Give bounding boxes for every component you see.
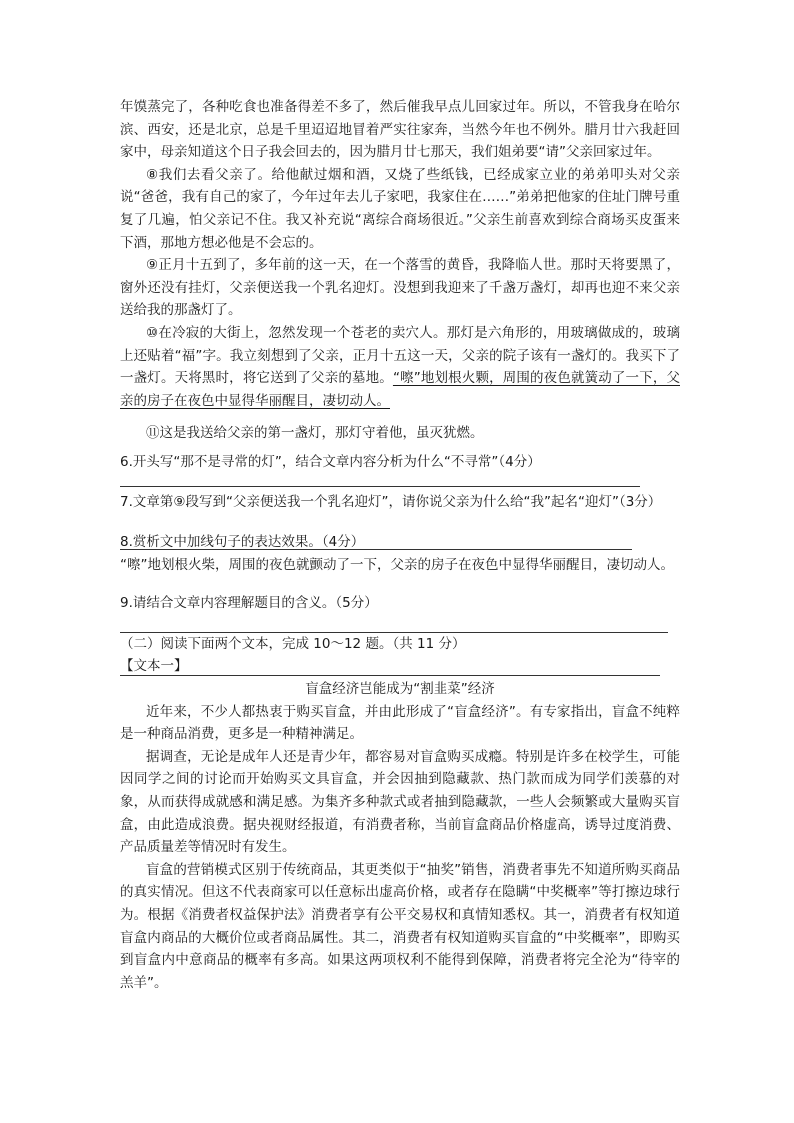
passage-paragraph-8: ⑧我们去看父亲了。给他献过烟和酒，又烧了些纸钱，已经成家立业的弟弟叩头对父亲说“爸爸，我有自己的家了，今年过年去儿子家吧，我家住在……”弟弟把他家的住址门牌号重复了几遍，怕父亲记不住。我又补充说“离综合商场很近。”父亲生前喜欢到综合商场买皮蛋来下酒，那地方想必他是不会忘的。 — [120, 166, 680, 251]
passage-paragraph-10 — [120, 322, 680, 412]
passage-paragraph-continued: 年馍蒸完了，各种吃食也准备得差不多了，然后催我早点儿回家过年。所以，不管我身在哈尔滨、西安，还是北京，总是千里迢迢地冒着严实往家奔，当然今年也不例外。腊月廿六我赶回家中，母亲知道这个日子我会回去的，因为腊月廿七那天，我们姐弟要“请”父亲回家过年。 — [120, 99, 680, 161]
paragraph-10-text: ⑩在冷寂的大街上，忽然发现一个苍老的卖穴人。那灯是六角形的，用玻璃做成的，玻璃上还贴着“福”字。我立刻想到了父亲，正月十五这一天，父亲的院子该有一盏灯的。我买下了一盏灯。天将黑时，将它送到了父亲的墓地。 — [120, 324, 680, 387]
exam-page — [120, 96, 680, 994]
passage-paragraph-11: ⑪这是我送给父亲的第一盏灯，那灯守着他，虽灭犹燃。 — [146, 425, 484, 442]
answer-line-q9[interactable] — [120, 675, 660, 676]
answer-line-q6[interactable] — [120, 486, 640, 487]
article-paragraph-2: 据调查，无论是成年人还是青少年，都容易对盲盒购买成瘾。特别是许多在校学生，可能因同学之间的讨论而开始购买文具盲盒，并会因抽到隐藏款、热门款而成为同学们羡慕的对象，从而获得成就感和满足感。为集齐多种款式或者抽到隐藏款，一些人会频繁或大量购买盲盒，由此造成浪费。据央视财经报道，有消费者称，当前盲盒商品价格虚高，诱导过度消费、产品质量差等情况时有发生。 — [120, 748, 680, 856]
question-7: 7.文章第⑨段写到“父亲便送我一个乳名迎灯”，请你说父亲为什么给“我”起名“迎灯”（3分） — [120, 493, 662, 510]
text-one-label: 【文本一】 — [120, 658, 188, 675]
question-8-quote: “嚓”地划根火柴，周围的夜色就颤动了一下，父亲的房子在夜色中显得华丽醒目，凄切动人。 — [120, 556, 674, 573]
question-9: 9.请结合文章内容理解题目的含义。（5分） — [120, 595, 378, 612]
question-6: 6.开头写“那不是寻常的灯”，结合文章内容分析为什么“不寻常”（4分） — [120, 453, 541, 470]
passage-paragraph-9: ⑨正月十五到了，多年前的这一天，在一个落雪的黄昏，我降临人世。那时天将要黑了，窗外还没有挂灯，父亲便送我一个乳名迎灯。没想到我迎来了千盏万盏灯，却再也迎不来父亲送给我的那盏灯了。 — [120, 257, 680, 319]
article-paragraph-3: 盲盒的营销模式区别于传统商品，其更类似于“抽奖”销售，消费者事先不知道所购买商品的真实情况。但这不代表商家可以任意标出虚高价格，或者存在隐瞒“中奖概率”等打擦边球行为。根据《消费者权益保护法》消费者享有公平交易权和真情知悉权。其一，消费者有权知道盲盒内商品的大概价位或者商品属性。其二，消费者有权知道购买盲盒的“中奖概率”，即购买到盲盒内中意商品的概率有多高。如果这两项权利不能得到保障，消费者将完全沦为“待宰的羔羊”。 — [120, 861, 680, 991]
underlined-sentence: “嚓”地划根火颗，周围的夜色就簧动了一下，父亲的房子在夜色中显得华丽醒目，凄切动人。 — [120, 370, 680, 409]
answer-line-q7[interactable] — [120, 549, 632, 550]
article-paragraph-1: 近年来，不少人都热衷于购买盲盒，并由此形成了“盲盒经济”。有专家指出，盲盒不纯粹是一种商品消费，更多是一种精神满足。 — [120, 703, 680, 743]
answer-line-q8[interactable] — [120, 632, 668, 633]
section-two-heading: （二）阅读下面两个文本，完成 10～12 题。（共 11 分） — [120, 635, 466, 652]
question-8: 8.赏析文中加线句子的表达效果。（4分） — [120, 534, 365, 551]
article-title: 盲盒经济岂能成为“割韭菜”经济 — [305, 681, 495, 698]
